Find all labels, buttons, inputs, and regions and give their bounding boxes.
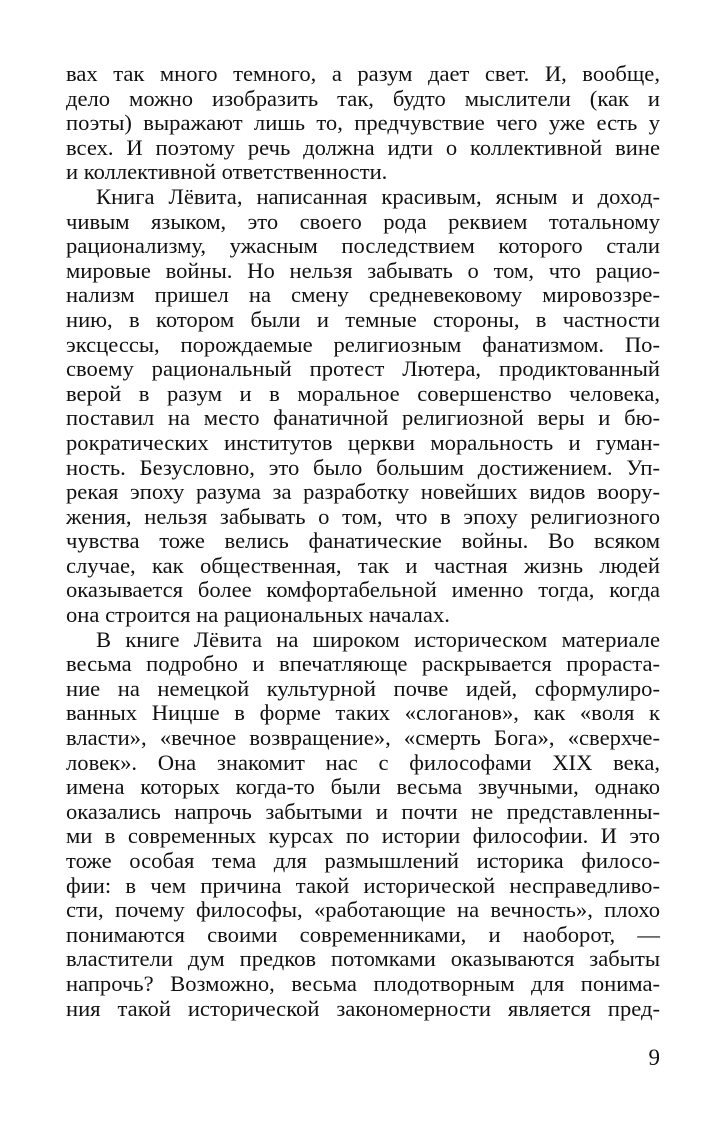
text-line: ность. Безусловно, это было большим достижением. Уп- (66, 454, 660, 480)
text-line: поставил на место фанатичной религиозной веры и бю- (66, 405, 660, 431)
text-line: рократических институтов церкви моральность и гуман- (66, 429, 660, 455)
text-line: жения, нельзя забывать о том, что в эпоху религиозного (66, 503, 660, 529)
text-line: В книге Лёвита на широком историческом материале (96, 626, 660, 652)
body-text (66, 62, 660, 1021)
text-line: чивым языком, это своего рода реквием тотальному (66, 208, 660, 234)
text-line: своему рациональный протест Лютера, продиктованный (66, 356, 660, 382)
text-line: она строится на рациональных началах. (66, 602, 450, 628)
text-line: рекая эпоху разума за разработку новейших видов воору- (66, 479, 660, 505)
text-line: ловек». Она знакомит нас с философами XIX века, (66, 749, 660, 775)
text-line: сти, почему философы, «работающие на вечность», плохо (66, 897, 660, 923)
text-line: верой в разум и в моральное совершенство человека, (66, 380, 660, 406)
text-line: рационализму, ужасным последствием которого стали (66, 233, 660, 259)
text-line: ния такой исторической закономерности является пред- (66, 995, 660, 1021)
text-line: нализм пришел на смену средневековому мировоззре- (66, 282, 660, 308)
text-line: чувства тоже велись фанатические войны. Во всяком (66, 528, 660, 554)
text-line: властители дум предков потомками оказываются забыты (66, 946, 660, 972)
text-line: весьма подробно и впечатляюще раскрывается прораста- (66, 651, 660, 677)
text-line: ми в современных курсах по истории философии. И это (66, 823, 660, 849)
text-line: эксцессы, порождаемые религиозным фанатизмом. По- (66, 331, 660, 357)
text-line: понимаются своими современниками, и наоборот, — (66, 921, 660, 947)
text-line: вах так много темного, а разум дает свет. И, вообще, (66, 61, 660, 86)
text-line: ванных Ницше в форме таких «слоганов», как «воля к (66, 700, 660, 726)
text-line: и коллективной ответственности. (66, 159, 388, 185)
text-line: имена которых когда-то были весьма звучными, однако (66, 774, 660, 800)
text-line: всех. И поэтому речь должна идти о коллективной вине (66, 134, 660, 160)
text-line: оказывается более комфортабельной именно тогда, когда (66, 577, 660, 603)
text-line: поэты) выражают лишь то, предчувствие чего уже есть у (66, 110, 660, 136)
text-line: Книга Лёвита, написанная красивым, ясным и доход- (96, 183, 660, 209)
text-line: напрочь? Возможно, весьма плодотворным для понима- (66, 970, 660, 996)
text-line: власти», «вечное возвращение», «смерть Бога», «сверхче- (66, 725, 660, 751)
text-line: случае, как общественная, так и частная жизнь людей (66, 552, 660, 578)
text-line: мировые войны. Но нельзя забывать о том, что рацио- (66, 257, 660, 283)
text-line: тоже особая тема для размышлений историка филосо- (66, 848, 660, 873)
text-line: ние на немецкой культурной почве идей, сформулиро- (66, 675, 660, 701)
text-line: нию, в котором были и темные стороны, в частности (66, 306, 660, 332)
text-line: фии: в чем причина такой исторической несправедливо- (66, 872, 660, 898)
text-line: оказались напрочь забытыми и почти не представленны- (66, 798, 660, 824)
page-number: 9 (648, 1045, 660, 1070)
text-line: дело можно изобразить так, будто мыслители (как и (66, 85, 660, 111)
